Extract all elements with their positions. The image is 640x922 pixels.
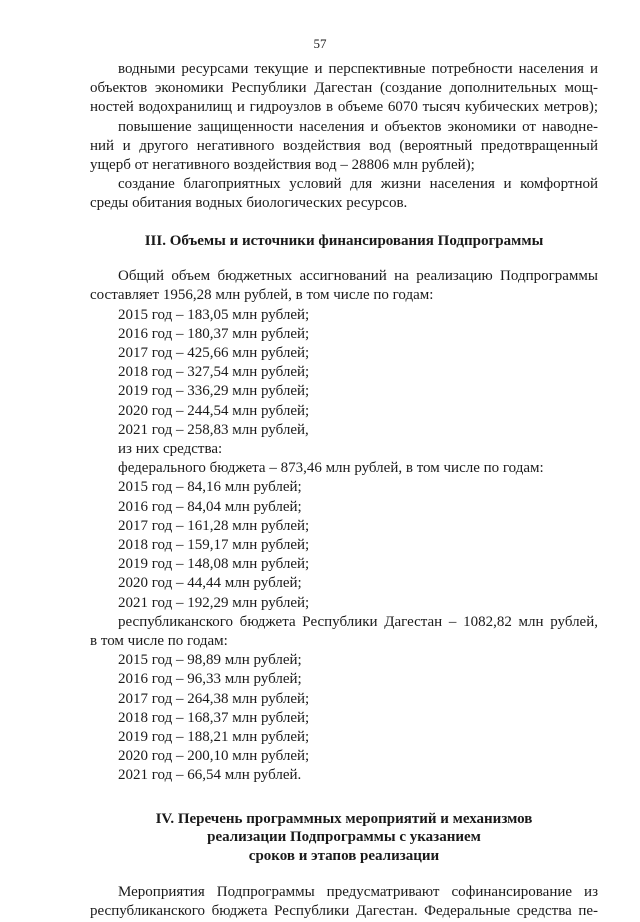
text-line: ний и другого негативного воздействия вод (вероятный предотвращенный (90, 137, 598, 154)
text-line: в том числе по годам: (90, 632, 228, 649)
text-line: республиканского бюджета Республики Дагестан – 1082,82 млн рублей, (118, 613, 598, 630)
year-line: 2015 год – 84,16 млн рублей; (118, 479, 302, 496)
year-line: 2015 год – 183,05 млн рублей; (118, 306, 310, 323)
heading-line: III. Объемы и источники финансирования Подпрограммы (144, 232, 544, 249)
year-line: 2016 год – 180,37 млн рублей; (118, 325, 310, 342)
year-line: 2021 год – 66,54 млн рублей. (118, 767, 302, 784)
year-line: 2020 год – 200,10 млн рублей; (118, 748, 310, 765)
year-line: 2020 год – 244,54 млн рублей; (118, 402, 310, 419)
page-number: 57 (313, 36, 327, 51)
page-content (90, 60, 598, 922)
year-line: 2019 год – 148,08 млн рублей; (118, 556, 310, 573)
year-line: 2021 год – 258,83 млн рублей, (118, 421, 309, 438)
intro-block (90, 60, 598, 214)
year-line: 2017 год – 161,28 млн рублей; (118, 517, 310, 534)
measures-block (90, 883, 598, 921)
year-line: 2020 год – 44,44 млн рублей; (118, 575, 302, 592)
funding-block (90, 267, 598, 785)
year-line: 2015 год – 98,89 млн рублей; (118, 652, 302, 669)
year-line: 2016 год – 84,04 млн рублей; (118, 498, 302, 515)
year-line: 2016 год – 96,33 млн рублей; (118, 671, 302, 688)
text-line: ностей водохранилищ и гидроузлов в объеме 6070 тысяч кубических метров); (90, 99, 598, 116)
text-line: республиканского бюджета Республики Дагестан. Федеральные средства пе- (90, 903, 598, 920)
year-line: 2018 год – 168,37 млн рублей; (118, 709, 310, 726)
text-line: ущерб от негативного воздействия вод – 28806 млн рублей); (90, 157, 475, 174)
year-line: 2018 год – 327,54 млн рублей; (118, 364, 310, 381)
text-line: из них средства: (118, 440, 223, 457)
text-line: объектов экономики Республики Дагестан (создание дополнительных мощ- (90, 80, 598, 97)
section-4-heading (90, 810, 598, 866)
heading-line: реализации Подпрограммы с указанием (207, 829, 481, 846)
year-line: 2017 год – 264,38 млн рублей; (118, 690, 310, 707)
text-line: создание благоприятных условий для жизни населения и комфортной (118, 176, 598, 193)
text-line: водными ресурсами текущие и перспективные потребности населения и (118, 61, 598, 77)
year-line: 2021 год – 192,29 млн рублей; (118, 594, 310, 611)
section-3-heading (90, 232, 598, 251)
year-line: 2018 год – 159,17 млн рублей; (118, 536, 310, 553)
year-line: 2019 год – 188,21 млн рублей; (118, 729, 310, 745)
heading-line: IV. Перечень программных мероприятий и механизмов (155, 810, 533, 827)
text-line: среды обитания водных биологических ресурсов. (90, 195, 408, 212)
text-line: Мероприятия Подпрограммы предусматривают софинансирование из (118, 884, 598, 901)
year-line: 2017 год – 425,66 млн рублей; (118, 344, 310, 361)
text-line: Общий объем бюджетных ассигнований на реализацию Подпрограммы (118, 268, 598, 285)
text-line: повышение защищенности населения и объектов экономики от наводне- (118, 118, 598, 135)
text-line: составляет 1956,28 млн рублей, в том числе по годам: (90, 287, 434, 304)
heading-line: сроков и этапов реализации (248, 847, 440, 864)
year-line: 2019 год – 336,29 млн рублей; (118, 383, 310, 400)
text-line: федерального бюджета – 873,46 млн рублей, в том числе по годам: (118, 460, 544, 477)
